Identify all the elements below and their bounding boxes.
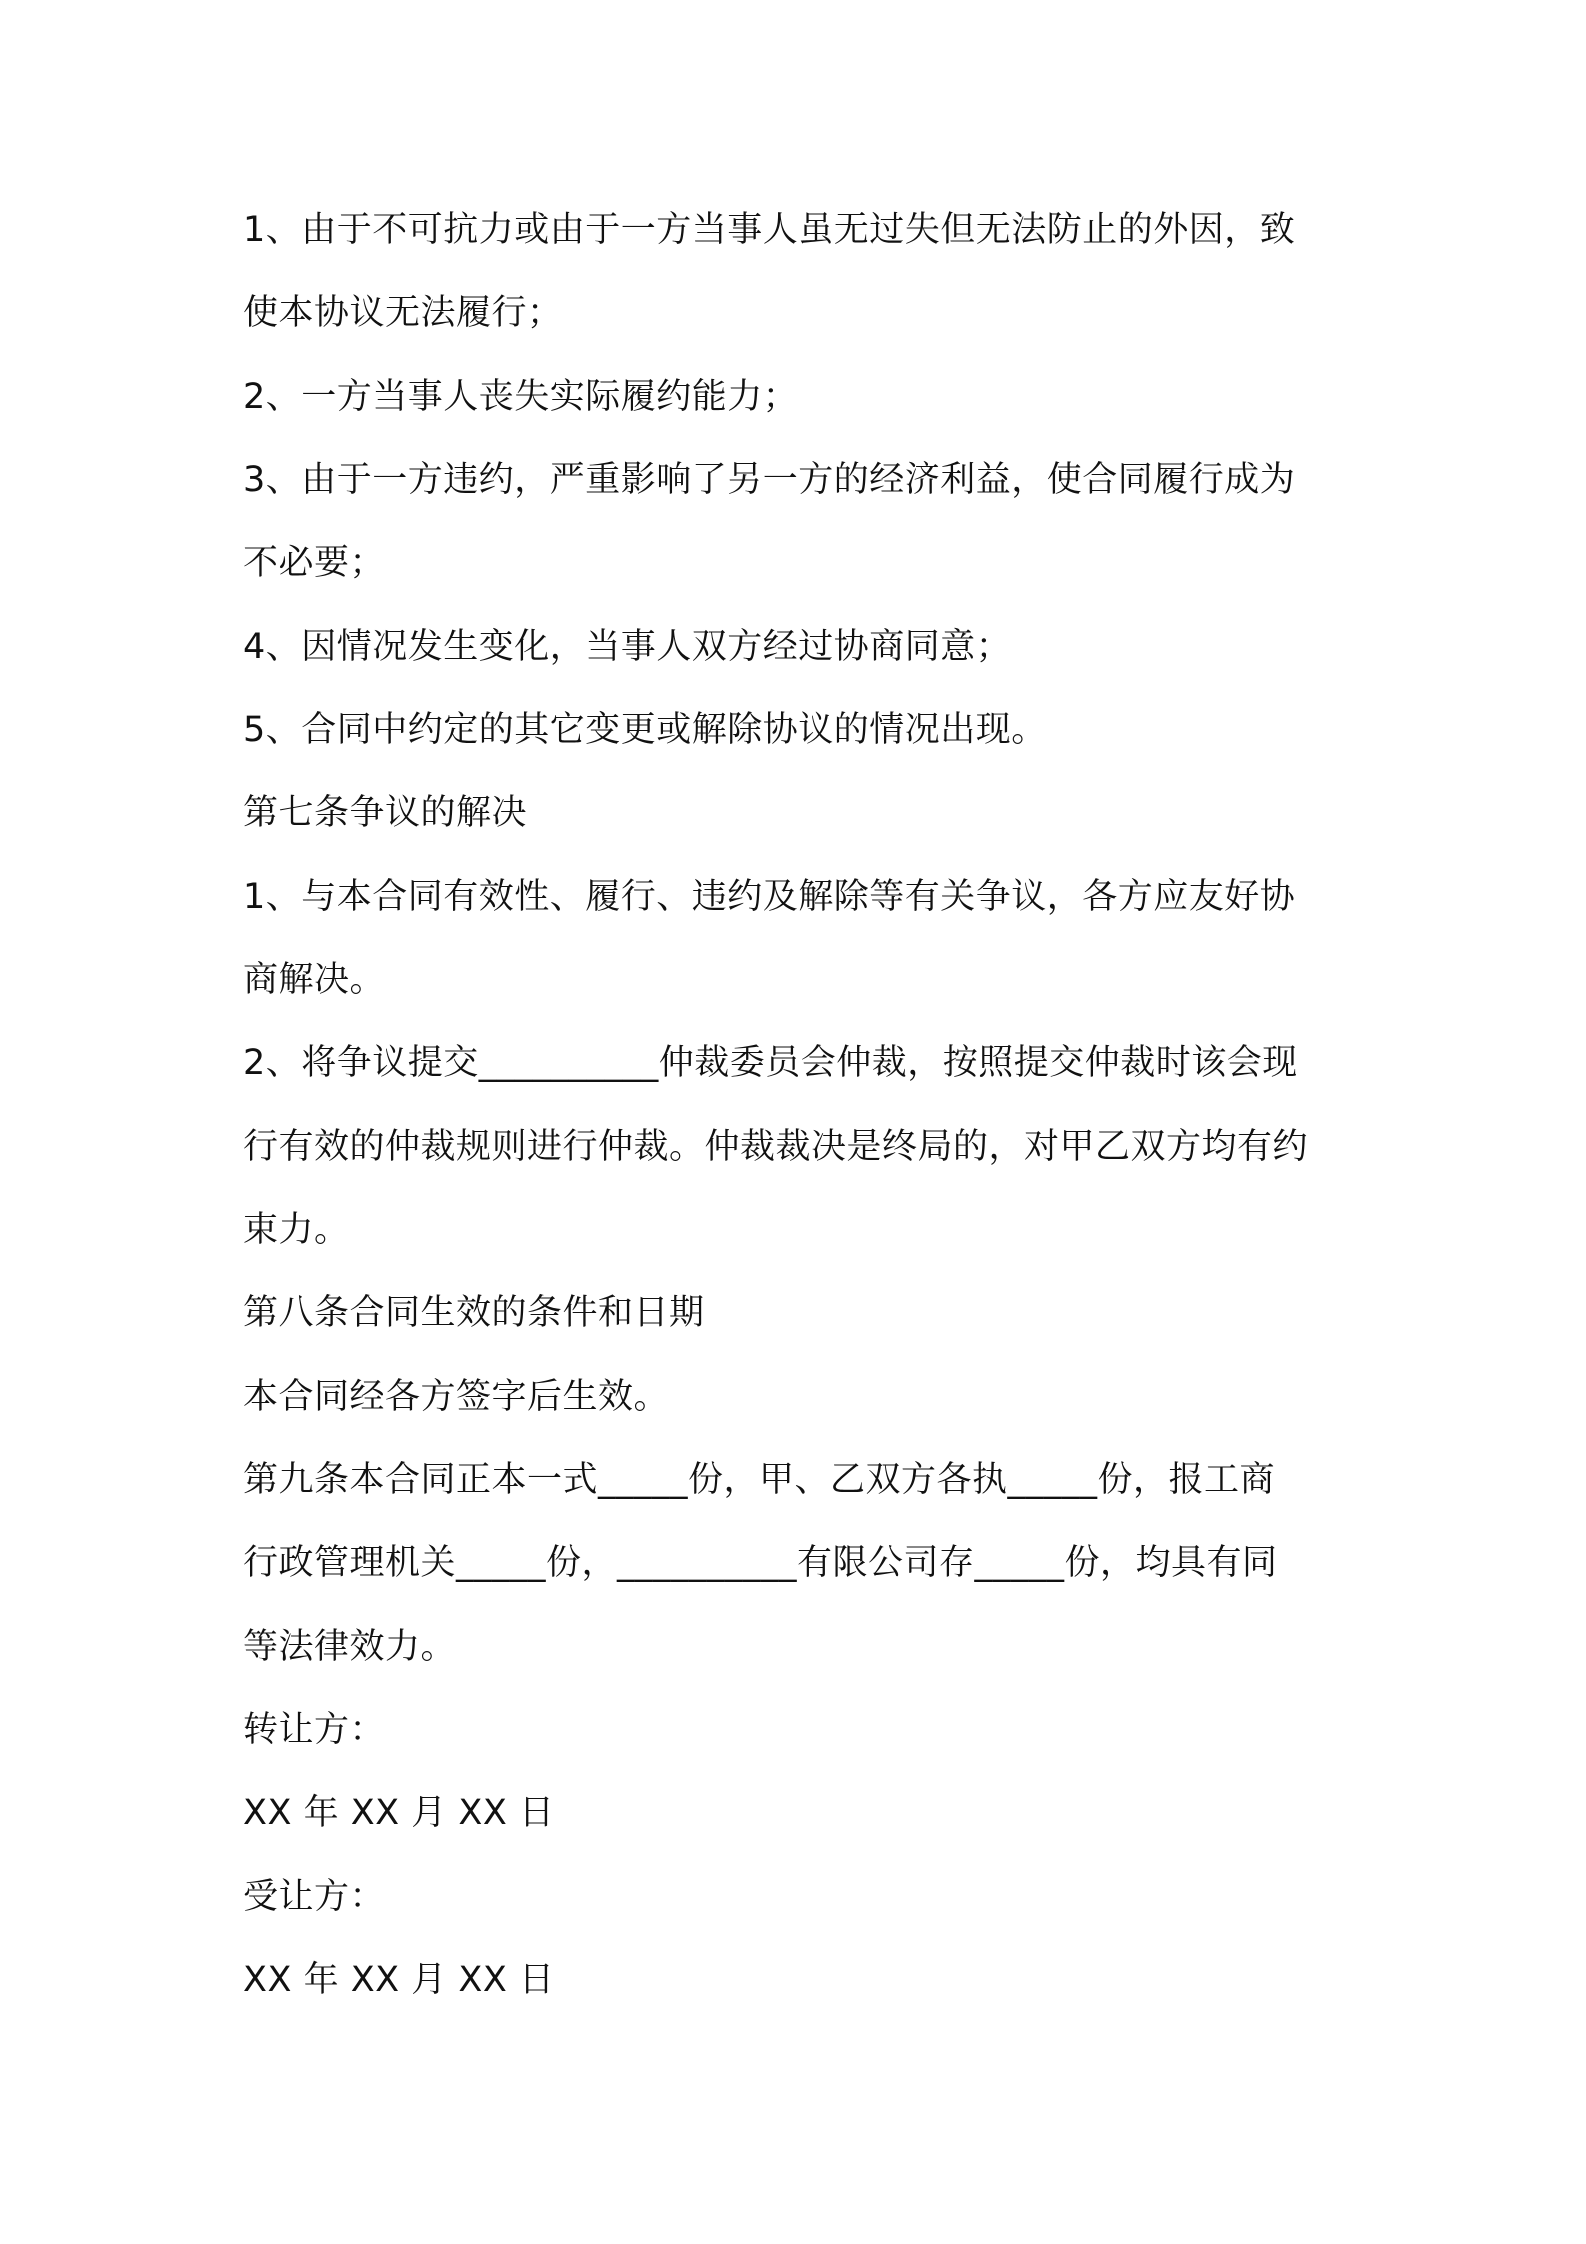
date-line: XX 年 XX 月 XX 日: [243, 1960, 555, 2000]
date-line: XX 年 XX 月 XX 日: [243, 1793, 555, 1833]
clause-line: 束力。: [243, 1210, 350, 1250]
clause-line: 5、合同中约定的其它变更或解除协议的情况出现。: [243, 710, 1047, 750]
clause-line: 商解决。: [243, 960, 386, 1000]
clause-line: 行政管理机关_____份，__________有限公司存_____份，均具有同: [243, 1543, 1278, 1583]
clause-line: 1、与本合同有效性、履行、违约及解除等有关争议，各方应友好协: [243, 877, 1296, 917]
signature-label-transferee: 受让方：: [243, 1877, 386, 1917]
clause-line: 4、因情况发生变化，当事人双方经过协商同意；: [243, 627, 1012, 667]
clause-line: 3、由于一方违约，严重影响了另一方的经济利益，使合同履行成为: [243, 460, 1296, 500]
article-heading: 第八条合同生效的条件和日期: [243, 1293, 705, 1333]
article-heading: 第七条争议的解决: [243, 793, 528, 833]
clause-line: 使本协议无法履行；: [243, 293, 563, 333]
clause-line: 本合同经各方签字后生效。: [243, 1377, 670, 1417]
clause-line: 第九条本合同正本一式_____份，甲、乙双方各执_____份，报工商: [243, 1460, 1276, 1500]
signature-label-transferor: 转让方：: [243, 1710, 386, 1750]
clause-line: 行有效的仲裁规则进行仲裁。仲裁裁决是终局的，对甲乙双方均有约: [243, 1127, 1309, 1167]
clause-line: 等法律效力。: [243, 1627, 457, 1667]
clause-line: 2、将争议提交__________仲裁委员会仲裁，按照提交仲裁时该会现: [243, 1043, 1298, 1083]
clause-line: 1、由于不可抗力或由于一方当事人虽无过失但无法防止的外因，致: [243, 210, 1296, 250]
clause-line: 2、一方当事人丧失实际履约能力；: [243, 377, 799, 417]
clause-line: 不必要；: [243, 543, 386, 583]
